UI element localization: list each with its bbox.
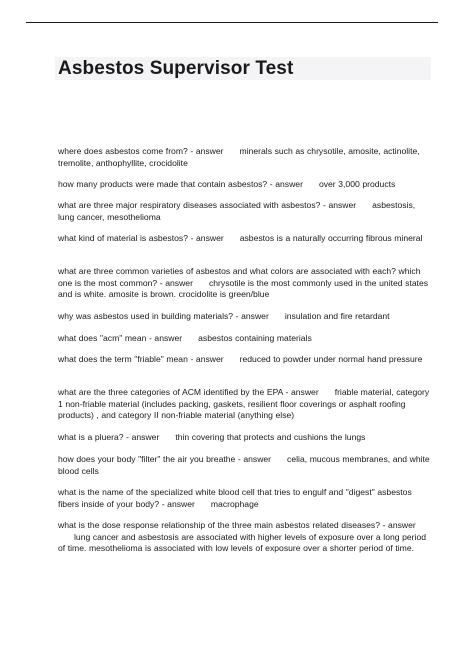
question-text: what is a pluera? xyxy=(58,432,124,442)
qa-item-11 xyxy=(58,454,430,477)
answer-label: - answer xyxy=(159,277,193,288)
answer-label: - answer xyxy=(269,179,303,189)
answer-label: - answer xyxy=(190,354,224,364)
document-title: Asbestos Supervisor Test xyxy=(58,58,294,79)
question-text: where does asbestos come from? xyxy=(58,146,188,156)
answer-label: - answer xyxy=(190,233,224,243)
answer-label: - answer xyxy=(190,146,224,156)
answer-label: - answer xyxy=(235,311,269,321)
answer-label: - answer xyxy=(126,432,160,442)
qa-item-2 xyxy=(58,179,430,191)
qa-item-5 xyxy=(58,266,430,301)
answer-text: chrysotile is the most commonly used in the united states and is white. amosite is brown. crocidolite is green/blue xyxy=(58,277,429,300)
answer-text: over 3,000 products xyxy=(318,179,396,189)
answer-text: minerals such as chrysotile, amosite, actinolite, tremolite, anthophyllite, crocidolite xyxy=(58,146,420,168)
answer-text: asbestos containing materials xyxy=(198,333,312,343)
qa-item-3 xyxy=(58,200,430,223)
qa-item-7 xyxy=(58,333,430,345)
answer-text: celia, mucous membranes, and white blood cells xyxy=(58,454,430,476)
question-text: why was asbestos used in building materials? xyxy=(58,311,234,321)
question-text: how does your body "filter" the air you breathe xyxy=(58,454,236,464)
qa-item-10 xyxy=(58,432,430,444)
answer-label: - answer xyxy=(237,454,272,464)
qa-item-9 xyxy=(58,387,430,422)
answer-text: asbestos is a naturally occurring fibrous mineral xyxy=(239,233,423,243)
answer-text: friable material, category 1 non-friable material (includes packing, gaskets, resilient floor coverings or asphalt roofing products) , and category II non-friable material (anything else) xyxy=(58,387,430,421)
question-text: what is the name of the specialized white blood cell that tries to engulf and "digest" asbestos fibers inside of your body? xyxy=(58,487,412,509)
answer-text: thin covering that protects and cushions the lungs xyxy=(175,432,366,442)
answer-label: - answer xyxy=(323,200,357,210)
question-text: how many products were made that contain asbestos? xyxy=(58,179,268,189)
answer-text: asbestosis, lung cancer, mesothelioma xyxy=(58,200,416,222)
top-divider-line xyxy=(26,22,438,23)
qa-item-13 xyxy=(58,520,430,555)
question-text: what are the three categories of ACM identified by the EPA xyxy=(58,387,283,397)
qa-item-8 xyxy=(58,354,430,366)
question-text: what are three major respiratory diseases associated with asbestos? xyxy=(58,200,321,210)
qa-item-6 xyxy=(58,311,430,323)
qa-item-4 xyxy=(58,233,430,245)
answer-label: - answer xyxy=(148,333,183,343)
answer-text: macrophage xyxy=(210,498,259,509)
answer-text: lung cancer and asbestosis are associated with higher levels of exposure over a long period of time. mesothelioma is associated with low levels of exposure over a shorter period of time. xyxy=(58,531,427,554)
question-text: what kind of material is asbestos? xyxy=(58,233,188,243)
answer-text: reduced to powder under normal hand pressure xyxy=(239,354,423,364)
answer-label: - answer xyxy=(285,387,319,397)
qa-item-1 xyxy=(58,146,430,169)
question-text: what does the term "friable" mean xyxy=(58,354,188,364)
answer-text: insulation and fire retardant xyxy=(284,311,390,321)
answer-label: - answer xyxy=(161,498,195,509)
question-text: what does "acm" mean xyxy=(58,333,147,343)
answer-label: - answer xyxy=(382,520,416,530)
question-text: what is the dose response relationship of the three main asbestos related diseases? xyxy=(58,520,380,530)
question-text: what are three common varieties of asbestos and what colors are associated with each? which one is the most common? xyxy=(58,266,421,288)
qa-item-12 xyxy=(58,487,430,510)
